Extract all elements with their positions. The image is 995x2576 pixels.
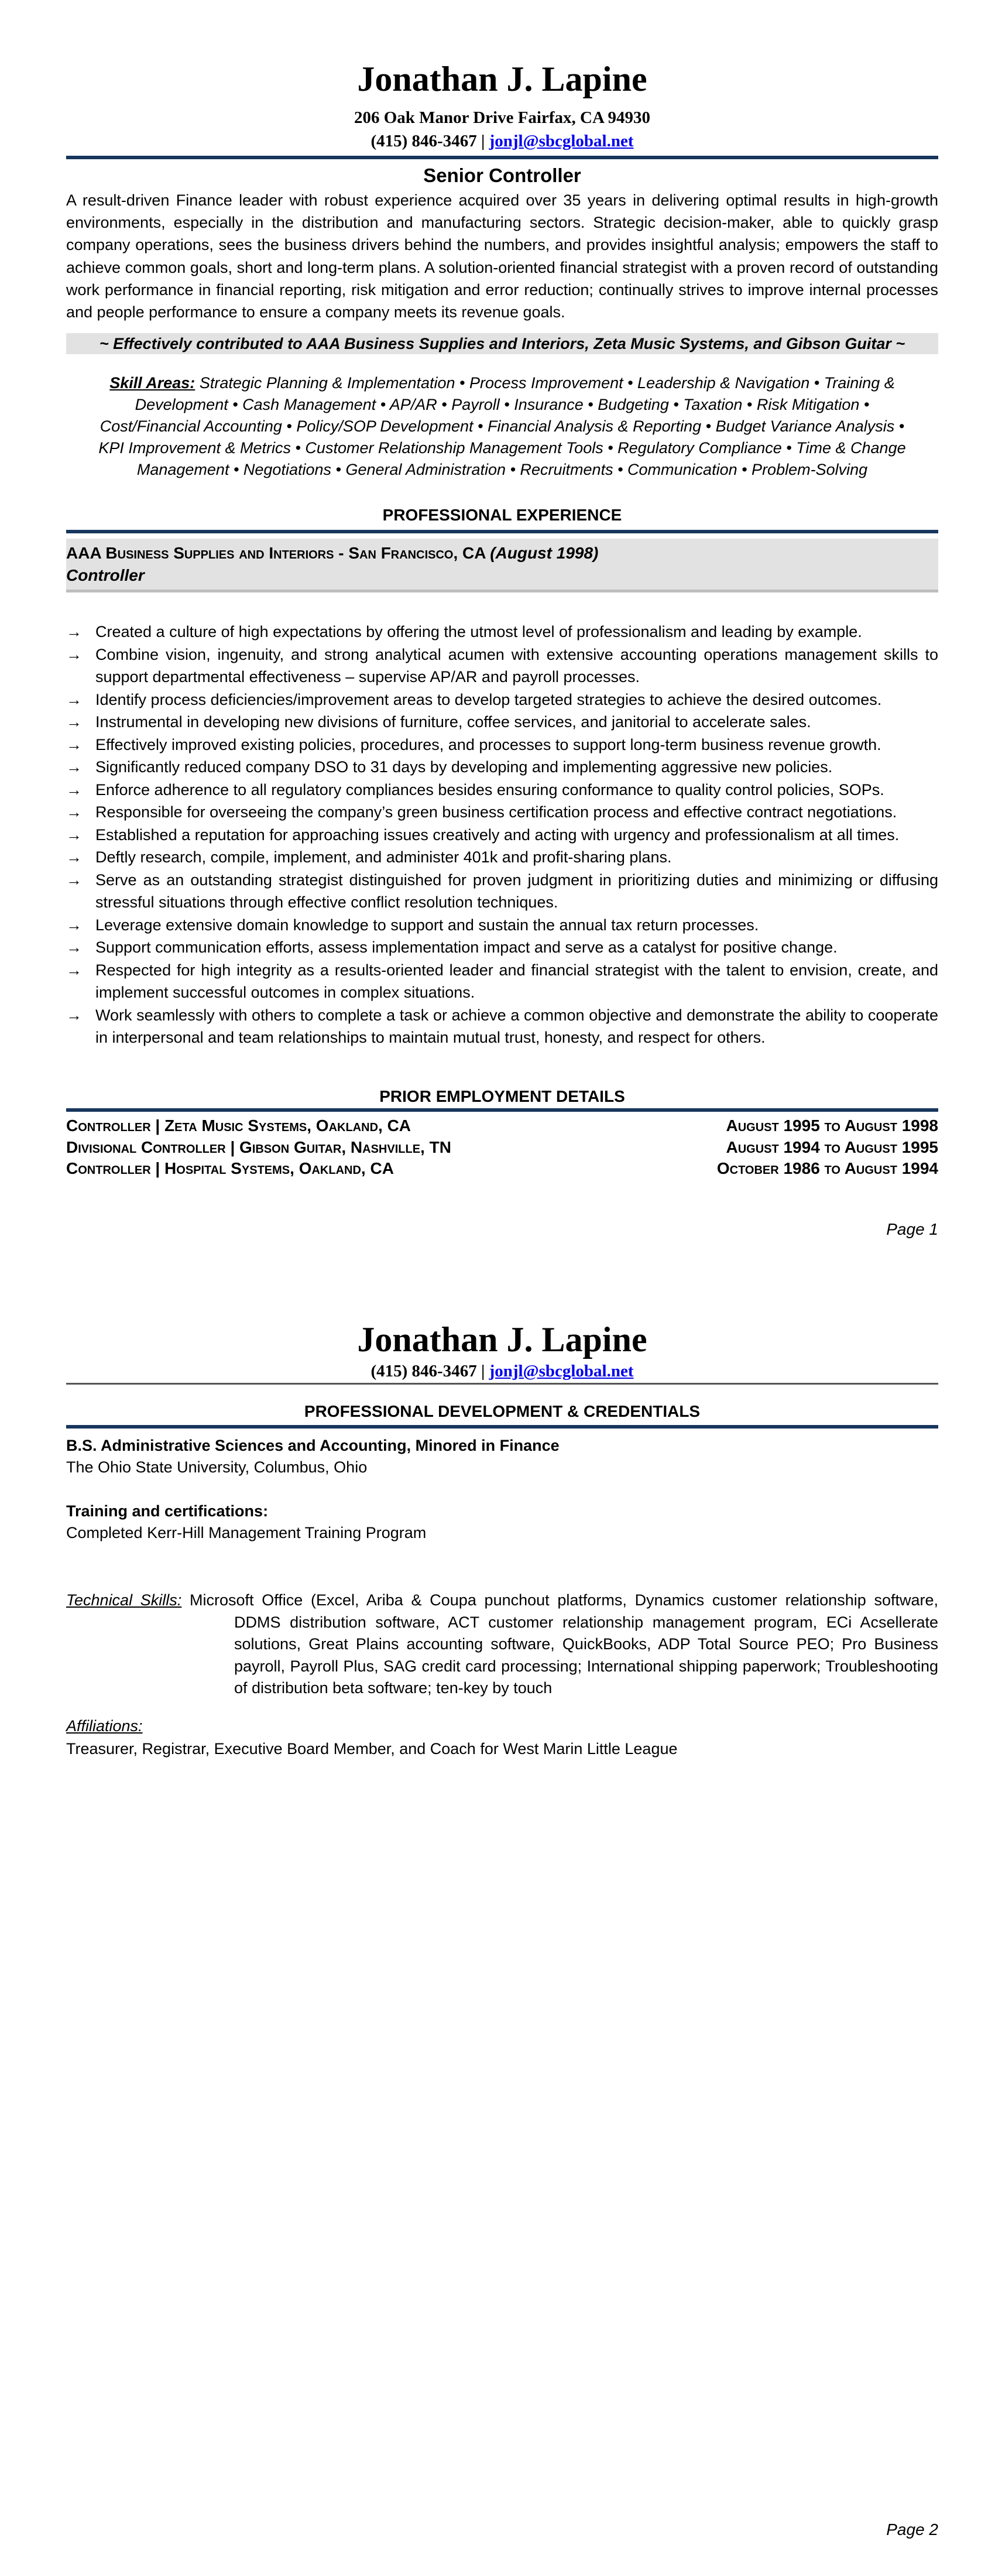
- summary-title: Senior Controller: [423, 165, 581, 186]
- prior-dates: August 1994 to August 1995: [726, 1138, 938, 1156]
- candidate-name-p2: Jonathan J. Lapine: [357, 1320, 647, 1359]
- bullet-text: Established a reputation for approaching issues creatively and acting with urgency and professionalism at all times.: [95, 825, 900, 844]
- arrow-bullet-icon: →: [66, 916, 82, 934]
- skill-areas-label: Skill Areas:: [109, 374, 195, 392]
- contact-line-p2: [66, 1359, 938, 1383]
- arrow-bullet-icon: →: [66, 713, 82, 731]
- experience-bullet: [66, 711, 938, 734]
- prior-position: Divisional Controller | Gibson Guitar, Nashville, TN: [66, 1138, 451, 1156]
- prior-row: [66, 1137, 938, 1159]
- arrow-bullet-icon: →: [66, 735, 82, 753]
- credentials-heading: PROFESSIONAL DEVELOPMENT & CREDENTIALS: [304, 1402, 701, 1420]
- bullet-text: Respected for high integrity as a results-oriented leader and financial strategist with the talent to envision, create, and implement successful outcomes in complex situations.: [95, 961, 938, 1001]
- prior-rule: [66, 1108, 938, 1112]
- bullet-text: Combine vision, ingenuity, and strong analytical acumen with extensive accounting operations management skills to support departmental effectiveness – supervise AP/AR and payroll processes.: [95, 645, 938, 686]
- arrow-bullet-icon: →: [66, 623, 82, 640]
- experience-bullet: [66, 734, 938, 756]
- bullet-text: Effectively improved existing policies, procedures, and processes to support long-term business revenue growth.: [95, 735, 881, 753]
- experience-bullet: [66, 914, 938, 937]
- address: 206 Oak Manor Drive Fairfax, CA 94930: [354, 108, 651, 127]
- prior-position: Controller | Hospital Systems, Oakland, CA: [66, 1159, 394, 1177]
- experience-bullet: [66, 846, 938, 869]
- bullet-text: Serve as an outstanding strategist distinguished for proven judgment in prioritizing duties and minimizing or diffusing stressful situations through effective conflict resolution techniques.: [95, 871, 938, 911]
- training-label: Training and certifications:: [66, 1502, 269, 1520]
- contact-line: [66, 129, 938, 153]
- bullet-text: Significantly reduced company DSO to 31 days by developing and implementing aggressive new policies.: [95, 758, 833, 776]
- credentials-rule: [66, 1425, 938, 1429]
- experience-bullet: [66, 779, 938, 801]
- technical-skills-text: [66, 1590, 938, 1700]
- arrow-bullet-icon: →: [66, 803, 82, 821]
- prior-row: [66, 1115, 938, 1137]
- experience-bullet: [66, 801, 938, 824]
- candidate-name: Jonathan J. Lapine: [357, 60, 647, 98]
- arrow-bullet-icon: →: [66, 1006, 82, 1024]
- experience-bullet: [66, 756, 938, 779]
- header-rule-p2: [66, 1383, 938, 1385]
- bullet-text: Support communication efforts, assess implementation impact and serve as a catalyst for positive change.: [95, 938, 838, 956]
- arrow-bullet-icon: →: [66, 690, 82, 708]
- technical-skills: [66, 1590, 938, 1700]
- skill-areas: [66, 372, 938, 481]
- phone: (415) 846-3467: [370, 1362, 477, 1381]
- bullet-text: Deftly research, compile, implement, and administer 401k and profit-sharing plans.: [95, 848, 672, 866]
- experience-bullets: [66, 621, 938, 1049]
- experience-rule: [66, 530, 938, 533]
- arrow-bullet-icon: →: [66, 758, 82, 776]
- degree: B.S. Administrative Sciences and Accounting, Minored in Finance: [66, 1437, 560, 1454]
- email-link[interactable]: jonjl@sbcglobal.net: [489, 132, 634, 150]
- arrow-bullet-icon: →: [66, 825, 82, 844]
- prior-row: [66, 1158, 938, 1180]
- affiliations-label: Affiliations:: [66, 1717, 143, 1735]
- bullet-text: Work seamlessly with others to complete a task or achieve a common objective and demonstrate the ability to cooperate in interpersonal and team relationships to maintain mutual trust, honesty, and respect for others.: [95, 1006, 938, 1046]
- bullet-text: Leverage extensive domain knowledge to support and sustain the annual tax return processes.: [95, 916, 759, 934]
- arrow-bullet-icon: →: [66, 871, 82, 889]
- contribution-banner: ~ Effectively contributed to AAA Business Supplies and Interiors, Zeta Music Systems, and Gibson Guitar ~: [66, 333, 938, 354]
- company-name-text: AAA Business Supplies and Interiors - San Francisco, CA: [66, 544, 486, 562]
- bullet-text: Created a culture of high expectations by offering the utmost level of professionalism and leading by example.: [95, 623, 862, 640]
- arrow-bullet-icon: →: [66, 780, 82, 799]
- arrow-bullet-icon: →: [66, 938, 82, 956]
- bullet-text: Instrumental in developing new divisions of furniture, coffee services, and janitorial to accelerate sales.: [95, 713, 811, 731]
- technical-skills-list: Microsoft Office (Excel, Ariba & Coupa punchout platforms, Dynamics customer relationship software, DDMS distribution software, ACT customer relationship management program, ECi Acsellerate solutions, Great Plains accounting software, QuickBooks, ADP Total Source PEO; Pro Business payroll, Payroll Plus, SAG credit card processing; International shipping paperwork; Troubleshooting of distribution beta software; ten-key by touch: [190, 1591, 938, 1697]
- company-header: [66, 539, 938, 592]
- bullet-text: Enforce adherence to all regulatory compliances besides ensuring conformance to quality control policies, SOPs.: [95, 780, 884, 799]
- experience-heading: PROFESSIONAL EXPERIENCE: [382, 506, 622, 524]
- affiliations: Treasurer, Registrar, Executive Board Member, and Coach for West Marin Little League: [66, 1740, 678, 1758]
- experience-bullet: [66, 1004, 938, 1049]
- bullet-text: Responsible for overseeing the company’s green business certification process and effective contract negotiations.: [95, 803, 897, 821]
- header-rule: [66, 156, 938, 159]
- experience-bullet: [66, 621, 938, 643]
- prior-dates: August 1995 to August 1998: [726, 1116, 938, 1135]
- separator: |: [481, 1362, 485, 1381]
- experience-bullet: [66, 824, 938, 847]
- job-role: Controller: [66, 566, 145, 584]
- technical-skills-label: Technical Skills:: [66, 1591, 182, 1609]
- page-number-p2: Page 2: [886, 2520, 938, 2539]
- experience-bullet: [66, 688, 938, 711]
- company-dates: (August 1998): [490, 544, 599, 562]
- prior-heading: PRIOR EMPLOYMENT DETAILS: [379, 1087, 625, 1105]
- separator: |: [481, 132, 485, 150]
- email-link[interactable]: jonjl@sbcglobal.net: [489, 1362, 634, 1381]
- training: Completed Kerr-Hill Management Training Program: [66, 1524, 427, 1542]
- prior-dates: October 1986 to August 1994: [716, 1159, 938, 1177]
- phone: (415) 846-3467: [370, 132, 477, 150]
- summary-text: A result-driven Finance leader with robust experience acquired over 35 years in delivering optimal results in high-growth environments, especially in the distribution and manufacturing sectors. Strategic decision-maker, able to quickly grasp company operations, sees the business drivers behind the numbers, and provides insightful analysis; empowers the staff to achieve common goals, short and long-term plans. A solution-oriented financial strategist with a proven record of outstanding work performance in financial reporting, risk mitigation and error reduction; continually strives to improve internal processes and people performance to ensure a company meets its revenue goals.: [66, 191, 938, 321]
- experience-bullet: [66, 869, 938, 914]
- experience-bullet: [66, 936, 938, 959]
- school: The Ohio State University, Columbus, Ohio: [66, 1458, 368, 1476]
- arrow-bullet-icon: →: [66, 848, 82, 866]
- skill-areas-list: Strategic Planning & Implementation • Process Improvement • Leadership & Navigation • Training & Development • Cash Management • AP/AR • Payroll • Insurance • Budgeting • Taxation • Risk Mitigation • Cost/Financial Accounting • Policy/SOP Development • Financial Analysis & Reporting • Budget Variance Analysis • KPI Improvement & Metrics • Customer Relationship Management Tools • Regulatory Compliance • Time & Change Management • Negotiations • General Administration • Recruitments • Communication • Problem-Solving: [98, 374, 906, 478]
- company-name: [66, 542, 938, 564]
- experience-bullet: [66, 643, 938, 688]
- bullet-text: Identify process deficiencies/improvement areas to develop targeted strategies to achieve the desired outcomes.: [95, 690, 882, 708]
- page-number: Page 1: [886, 1220, 938, 1238]
- experience-bullet: [66, 959, 938, 1004]
- prior-list: [66, 1115, 938, 1180]
- prior-position: Controller | Zeta Music Systems, Oakland, CA: [66, 1116, 411, 1135]
- arrow-bullet-icon: →: [66, 645, 82, 663]
- arrow-bullet-icon: →: [66, 961, 82, 979]
